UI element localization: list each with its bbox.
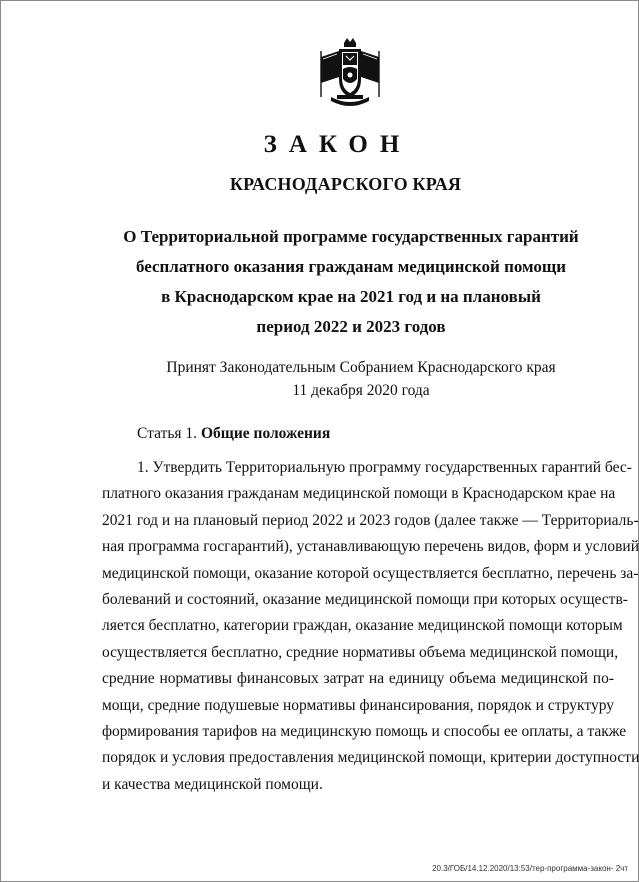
coat-of-arms-icon [317,37,383,107]
body-line: 1. Утвердить Территориальную программу государственных гарантий бес- [137,459,632,476]
body-line: мощи, средние подушевые нормативы финансирования, порядок и структуру [102,696,614,714]
body-line: ная программа госгарантий), устанавливающую перечень видов, форм и условий [102,538,639,556]
law-subject [111,222,591,342]
body-line: и качества медицинской помощи. [102,775,323,793]
article-heading [137,425,330,443]
body-line: осуществляется бесплатно, средние нормативы объема медицинской помощи, [102,643,619,661]
adoption-body: Принят Законодательным Собранием Краснодарского края [166,359,556,376]
subject-line: период 2022 и 2023 годов [256,317,446,336]
body-line: болеваний и состояний, оказание медицинской помощи при которых осуществ- [102,590,628,608]
adoption-info [141,356,581,402]
subject-line: бесплатного оказания гражданам медицинской помощи [135,257,567,276]
article-body [102,455,639,798]
body-line: платного оказания гражданам медицинской помощи в Краснодарском крае на [102,485,616,503]
subject-line: в Краснодарском крае на 2021 год и на плановый [161,287,541,306]
region-title: КРАСНОДАРСКОГО КРАЯ [229,174,462,194]
article-number: Статья 1. [137,425,198,442]
article-title: Общие положения [200,425,331,442]
subject-line: О Территориальной программе государственных гарантий [123,227,579,246]
document-footer-code: 20.3/ГОБ/14.12.2020/13:53/тер-программа-закон- 2чт [432,864,628,873]
body-line: порядок и условия предоставления медицинской помощи, критерии доступности [102,749,639,767]
body-line: средние нормативы финансовых затрат на единицу объема медицинской по- [102,670,614,688]
body-line: формирования тарифов на медицинскую помощь и способы ее оплаты, а также [102,722,627,740]
body-line: ляется бесплатно, категории граждан, оказание медицинской помощи которым [102,617,623,635]
body-line: медицинской помощи, оказание которой осуществляется бесплатно, перечень за- [102,564,639,582]
adoption-date: 11 декабря 2020 года [292,382,430,399]
law-title: ЗАКОН [263,131,412,158]
body-line: 2021 год и на плановый период 2022 и 2023 годов (далее также — Территориаль- [102,511,639,529]
